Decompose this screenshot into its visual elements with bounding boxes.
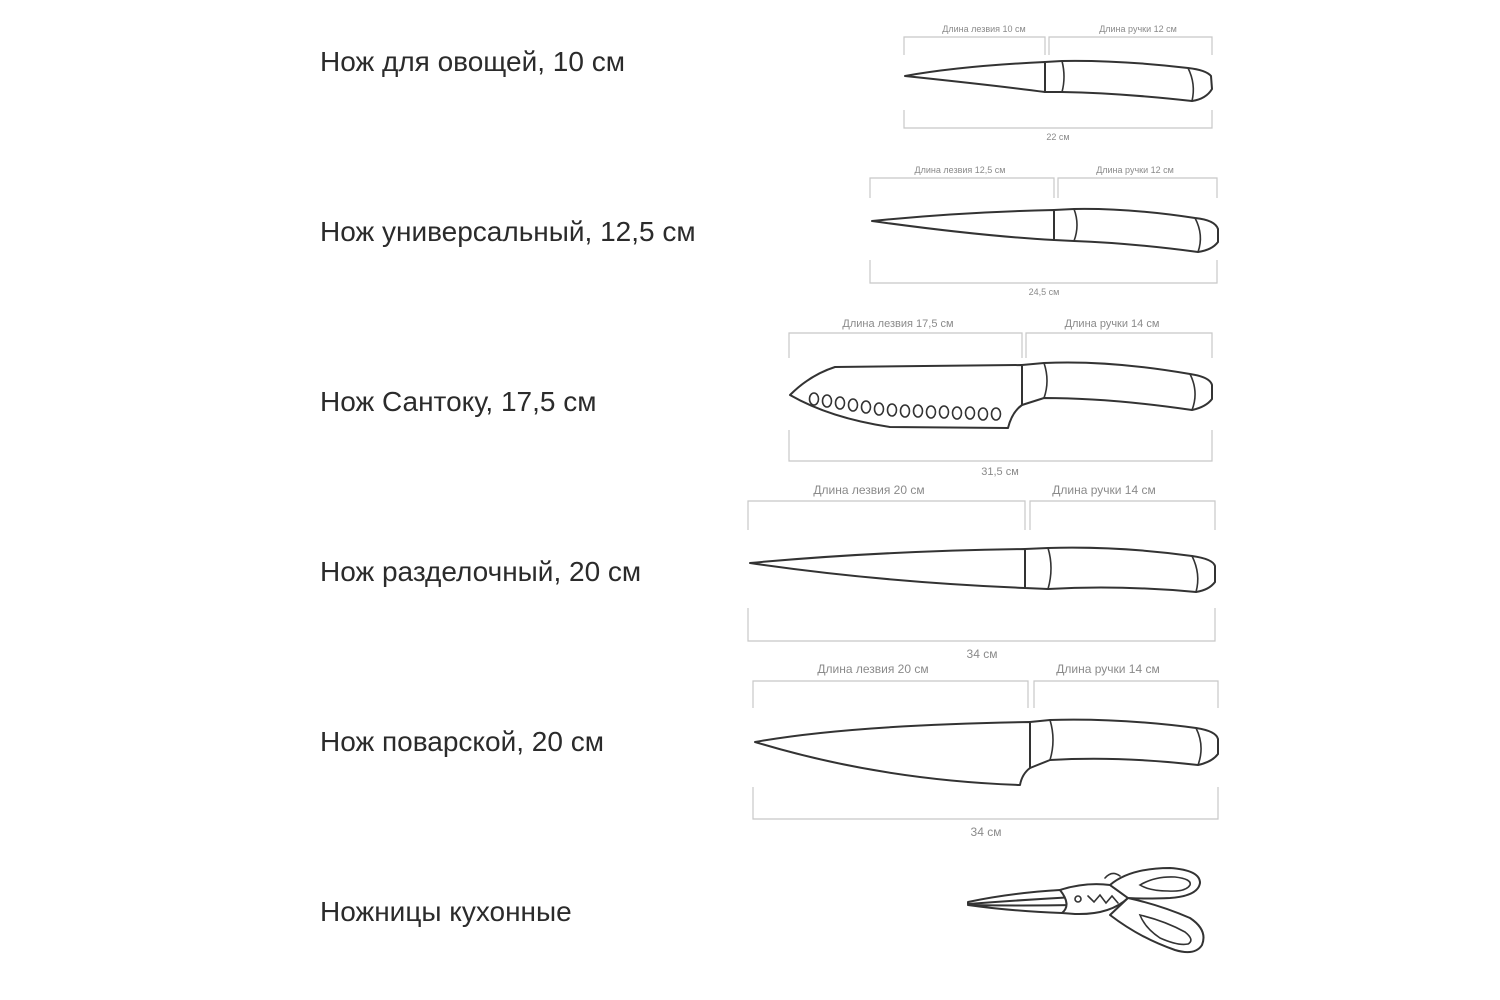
total-length-label: 24,5 см (1028, 287, 1060, 297)
kitchen-scissors-icon (968, 868, 1204, 952)
label-carving-knife: Нож разделочный, 20 см (320, 556, 642, 587)
label-kitchen-scissors: Ножницы кухонные (320, 896, 572, 927)
chef-knife-icon (755, 720, 1218, 785)
carving-knife-group (748, 483, 1215, 661)
label-utility-knife: Нож универсальный, 12,5 см (320, 216, 696, 247)
blade-length-label: Длина лезвия 20 см (817, 662, 929, 676)
blade-length-label: Длина лезвия 10 см (942, 24, 1026, 34)
total-dimension-bracket (904, 110, 1212, 128)
total-length-label: 34 см (966, 647, 998, 661)
carving-knife-icon (750, 548, 1215, 592)
handle-length-label: Длина ручки 14 см (1056, 662, 1160, 676)
blade-dimension-bracket (753, 681, 1028, 708)
blade-length-label: Длина лезвия 20 см (813, 483, 925, 497)
handle-length-label: Длина ручки 12 см (1099, 24, 1177, 34)
total-length-label: 31,5 см (981, 466, 1019, 478)
handle-dimension-bracket (1030, 501, 1215, 530)
handle-dimension-bracket (1049, 37, 1212, 55)
handle-dimension-bracket (1034, 681, 1218, 708)
total-dimension-bracket (753, 787, 1218, 819)
utility-knife-group (870, 165, 1218, 297)
utility-knife-icon (872, 209, 1218, 252)
blade-length-label: Длина лезвия 12,5 см (914, 165, 1006, 175)
total-length-label: 22 см (1046, 132, 1070, 142)
handle-length-label: Длина ручки 12 см (1096, 165, 1174, 175)
total-dimension-bracket (789, 430, 1212, 461)
label-paring-knife: Нож для овощей, 10 см (320, 46, 625, 77)
total-length-label: 34 см (970, 825, 1002, 839)
blade-dimension-bracket (748, 501, 1025, 530)
handle-length-label: Длина ручки 14 см (1064, 318, 1160, 330)
santoku-knife-icon (790, 362, 1212, 428)
label-chef-knife: Нож поварской, 20 см (320, 726, 604, 757)
handle-length-label: Длина ручки 14 см (1052, 483, 1156, 497)
chef-knife-group (753, 662, 1218, 839)
blade-dimension-bracket (870, 178, 1054, 198)
blade-dimension-bracket (789, 333, 1022, 358)
total-dimension-bracket (870, 260, 1217, 283)
total-dimension-bracket (748, 608, 1215, 641)
paring-knife-group (904, 24, 1212, 142)
handle-dimension-bracket (1058, 178, 1217, 198)
santoku-knife-group (789, 318, 1212, 478)
blade-length-label: Длина лезвия 17,5 см (842, 318, 954, 330)
handle-dimension-bracket (1026, 333, 1212, 358)
paring-knife-icon (905, 61, 1212, 101)
label-santoku-knife: Нож Сантоку, 17,5 см (320, 386, 597, 417)
blade-dimension-bracket (904, 37, 1045, 55)
